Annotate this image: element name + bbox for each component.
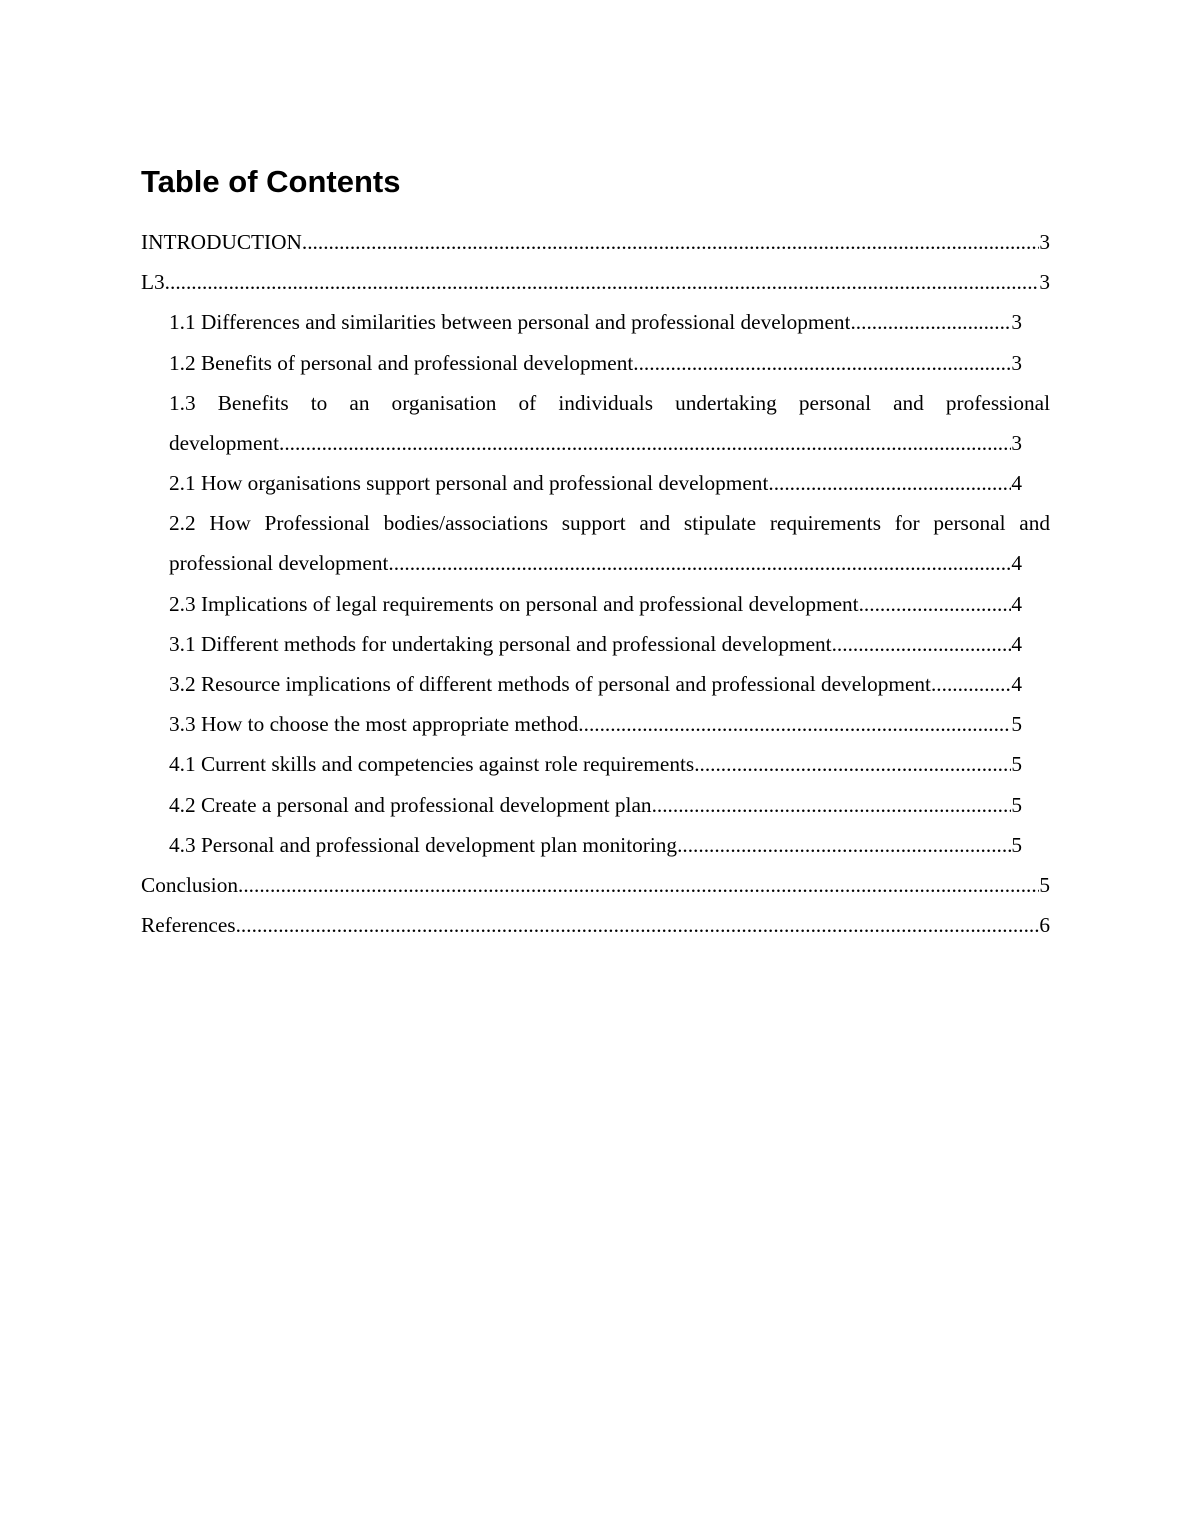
toc-entry-label: 4.3 Personal and professional development plan monitoring	[169, 832, 678, 857]
toc-entry-last-line	[169, 423, 1050, 463]
toc-entry-4-3[interactable]	[141, 825, 1050, 865]
toc-title: Table of Contents	[141, 164, 401, 199]
toc-dot-leader	[165, 262, 1040, 302]
toc-entry-label-line-1: 2.2 How Professional bodies/associations support and stipulate requirements for personal and	[169, 511, 1050, 536]
toc-entry-label: 1.1 Differences and similarities between personal and professional development	[169, 310, 851, 335]
toc-entry-label: 2.1 How organisations support personal and professional development	[169, 471, 769, 496]
toc-entry-label-line-1: 1.3 Benefits to an organisation of individuals undertaking personal and professional	[169, 390, 1050, 415]
toc-page-number: 4	[1011, 471, 1022, 496]
toc-entry-label: 3.3 How to choose the most appropriate method	[169, 712, 579, 737]
toc-entry-4-1[interactable]	[141, 744, 1050, 784]
toc-dot-leader	[238, 865, 1039, 905]
toc-page-number: 5	[1011, 712, 1022, 737]
toc-entry-label: 4.1 Current skills and competencies against role requirements	[169, 752, 695, 777]
toc-entry-label: INTRODUCTION	[141, 229, 302, 254]
toc-entry-label: 4.2 Create a personal and professional development plan	[169, 792, 652, 817]
toc-entry-label-line-2: development	[169, 430, 279, 455]
toc-page-number: 3	[1039, 270, 1050, 295]
toc-page-number: 5	[1039, 872, 1050, 897]
toc-entry-2-2[interactable]	[141, 503, 1050, 583]
toc-page-number: 5	[1011, 832, 1022, 857]
toc-page-number: 5	[1011, 792, 1022, 817]
toc-page-number: 5	[1011, 752, 1022, 777]
toc-entry-1-2[interactable]	[141, 343, 1050, 383]
toc-dot-leader	[832, 624, 1012, 664]
toc-page-number: 3	[1039, 229, 1050, 254]
toc-page-number: 3	[1011, 310, 1022, 335]
toc-dot-leader	[850, 302, 1011, 342]
toc-dot-leader	[768, 463, 1011, 503]
toc-entry-1-3[interactable]	[141, 383, 1050, 463]
toc-entry-3-2[interactable]	[141, 664, 1050, 704]
toc-dot-leader	[652, 785, 1012, 825]
toc-entry-label: Conclusion	[141, 872, 239, 897]
toc-entry-2-1[interactable]	[141, 463, 1050, 503]
toc-entry-last-line	[169, 544, 1050, 584]
toc-page-number: 3	[1011, 350, 1022, 375]
toc-entry-label: 3.2 Resource implications of different methods of personal and professional development	[169, 672, 931, 697]
toc-dot-leader	[694, 744, 1011, 784]
toc-dot-leader	[388, 543, 1011, 583]
toc-entry-1-1[interactable]	[141, 302, 1050, 342]
toc-entry-label: References	[141, 913, 236, 938]
toc-entry-3-1[interactable]	[141, 624, 1050, 664]
toc-page-number: 4	[1011, 591, 1022, 616]
toc-dot-leader	[302, 222, 1039, 262]
toc-entry-label-line-2: professional development	[169, 551, 389, 576]
toc-page-number: 4	[1011, 672, 1022, 697]
toc-entry-l3[interactable]	[141, 262, 1050, 302]
toc-list	[141, 222, 1050, 945]
toc-page-number: 4	[1011, 631, 1022, 656]
toc-dot-leader	[633, 343, 1011, 383]
toc-entry-label: L3	[141, 270, 165, 295]
toc-dot-leader	[931, 664, 1011, 704]
toc-entry-4-2[interactable]	[141, 785, 1050, 825]
toc-entry-conclusion[interactable]	[141, 865, 1050, 905]
toc-dot-leader	[677, 825, 1011, 865]
toc-entry-label: 2.3 Implications of legal requirements on personal and professional development	[169, 591, 859, 616]
toc-entry-references[interactable]	[141, 905, 1050, 945]
toc-dot-leader	[578, 704, 1011, 744]
toc-dot-leader	[236, 905, 1040, 945]
toc-page-number: 6	[1039, 913, 1050, 938]
toc-entry-2-3[interactable]	[141, 584, 1050, 624]
toc-dot-leader	[859, 584, 1012, 624]
toc-entry-introduction[interactable]	[141, 222, 1050, 262]
toc-entry-label: 1.2 Benefits of personal and professional development	[169, 350, 634, 375]
toc-entry-label: 3.1 Different methods for undertaking personal and professional development	[169, 631, 832, 656]
toc-dot-leader	[279, 423, 1011, 463]
toc-page-number: 3	[1011, 430, 1022, 455]
toc-page-number: 4	[1011, 551, 1022, 576]
toc-entry-3-3[interactable]	[141, 704, 1050, 744]
